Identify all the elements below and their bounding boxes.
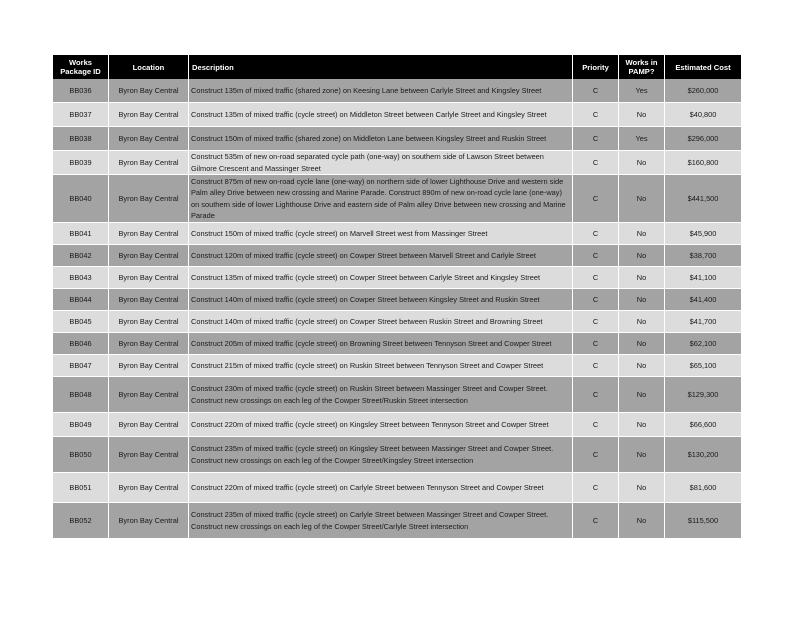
location-cell: Byron Bay Central [109,289,189,311]
table-header-row [53,55,741,79]
estimated-cost-cell: $65,100 [665,355,741,377]
location-cell: Byron Bay Central [109,175,189,223]
estimated-cost-cell: $40,800 [665,103,741,127]
location-cell: Byron Bay Central [109,413,189,437]
works-in-pamp-cell: No [619,355,665,377]
works-package-id-cell: BB041 [53,223,109,245]
works-in-pamp-cell: No [619,223,665,245]
table-row [53,103,741,127]
works-package-id-cell: BB039 [53,151,109,175]
works-package-id-cell: BB037 [53,103,109,127]
location-cell: Byron Bay Central [109,223,189,245]
location-cell: Byron Bay Central [109,311,189,333]
header-works-package-id: Works Package ID [53,55,109,79]
works-in-pamp-cell: No [619,289,665,311]
table-row [53,413,741,437]
table-row [53,267,741,289]
location-cell: Byron Bay Central [109,333,189,355]
table-row [53,377,741,413]
priority-cell: C [573,377,619,413]
works-package-id-cell: BB043 [53,267,109,289]
works-package-id-cell: BB048 [53,377,109,413]
priority-cell: C [573,503,619,539]
description-cell: Construct 205m of mixed traffic (cycle street) on Browning Street between Tennyson Street and Cowper Street [189,333,573,355]
table-row [53,355,741,377]
works-package-id-cell: BB046 [53,333,109,355]
priority-cell: C [573,151,619,175]
priority-cell: C [573,333,619,355]
description-cell: Construct 235m of mixed traffic (cycle street) on Carlyle Street between Massinger Street and Cowper Street. Construct new crossings on each leg of the Cowper Street/Carlyle Street intersection [189,503,573,539]
table-row [53,437,741,473]
table-row [53,473,741,503]
works-package-id-cell: BB049 [53,413,109,437]
works-package-id-cell: BB036 [53,79,109,103]
works-package-id-cell: BB044 [53,289,109,311]
location-cell: Byron Bay Central [109,103,189,127]
works-in-pamp-cell: No [619,413,665,437]
table-row [53,79,741,103]
priority-cell: C [573,103,619,127]
location-cell: Byron Bay Central [109,267,189,289]
header-works-in-pamp: Works in PAMP? [619,55,665,79]
table-row [53,151,741,175]
table-row [53,223,741,245]
description-cell: Construct 150m of mixed traffic (shared zone) on Middleton Lane between Kingsley Street and Ruskin Street [189,127,573,151]
description-cell: Construct 135m of mixed traffic (shared zone) on Keesing Lane between Carlyle Street and Kingsley Street [189,79,573,103]
priority-cell: C [573,355,619,377]
priority-cell: C [573,311,619,333]
works-in-pamp-cell: No [619,473,665,503]
estimated-cost-cell: $260,000 [665,79,741,103]
description-cell: Construct 220m of mixed traffic (cycle street) on Carlyle Street between Tennyson Street and Cowper Street [189,473,573,503]
priority-cell: C [573,267,619,289]
description-cell: Construct 215m of mixed traffic (cycle street) on Ruskin Street between Tennyson Street and Cowper Street [189,355,573,377]
location-cell: Byron Bay Central [109,503,189,539]
works-package-id-cell: BB050 [53,437,109,473]
description-cell: Construct 150m of mixed traffic (cycle street) on Marvell Street west from Massinger Street [189,223,573,245]
description-cell: Construct 220m of mixed traffic (cycle street) on Kingsley Street between Tennyson Street and Cowper Street [189,413,573,437]
table-body [53,79,741,539]
estimated-cost-cell: $41,700 [665,311,741,333]
description-cell: Construct 875m of new on-road cycle lane (one-way) on northern side of lower Lighthouse Drive and western side Palm alley Drive between new crossing and Marine Parade. Construct 890m of new on-road cycle lane (one-way) on southern side of lower Lighthouse Drive and eastern side of Palm alley Drive between new crossing and Marine Parade [189,175,573,223]
works-package-id-cell: BB038 [53,127,109,151]
estimated-cost-cell: $45,900 [665,223,741,245]
header-description: Description [189,55,573,79]
works-in-pamp-cell: No [619,437,665,473]
estimated-cost-cell: $41,400 [665,289,741,311]
works-package-id-cell: BB052 [53,503,109,539]
table-row [53,289,741,311]
estimated-cost-cell: $38,700 [665,245,741,267]
works-in-pamp-cell: No [619,175,665,223]
priority-cell: C [573,79,619,103]
priority-cell: C [573,289,619,311]
estimated-cost-cell: $62,100 [665,333,741,355]
location-cell: Byron Bay Central [109,355,189,377]
description-cell: Construct 135m of mixed traffic (cycle street) on Middleton Street between Carlyle Street and Kingsley Street [189,103,573,127]
description-cell: Construct 235m of mixed traffic (cycle street) on Kingsley Street between Massinger Street and Cowper Street. Construct new crossings on each leg of the Cowper Street/Kingsley Street intersection [189,437,573,473]
description-cell: Construct 230m of mixed traffic (cycle street) on Ruskin Street between Massinger Street and Cowper Street. Construct new crossings on each leg of the Cowper Street/Ruskin Street intersection [189,377,573,413]
estimated-cost-cell: $41,100 [665,267,741,289]
estimated-cost-cell: $66,600 [665,413,741,437]
estimated-cost-cell: $129,300 [665,377,741,413]
location-cell: Byron Bay Central [109,127,189,151]
works-package-id-cell: BB040 [53,175,109,223]
location-cell: Byron Bay Central [109,377,189,413]
priority-cell: C [573,413,619,437]
works-in-pamp-cell: No [619,333,665,355]
description-cell: Construct 140m of mixed traffic (cycle street) on Cowper Street between Ruskin Street and Browning Street [189,311,573,333]
location-cell: Byron Bay Central [109,79,189,103]
works-in-pamp-cell: No [619,267,665,289]
location-cell: Byron Bay Central [109,473,189,503]
header-estimated-cost: Estimated Cost [665,55,741,79]
works-in-pamp-cell: No [619,377,665,413]
description-cell: Construct 140m of mixed traffic (cycle street) on Cowper Street between Kingsley Street and Ruskin Street [189,289,573,311]
table-row [53,503,741,539]
works-in-pamp-cell: No [619,103,665,127]
works-in-pamp-cell: No [619,311,665,333]
works-package-id-cell: BB042 [53,245,109,267]
priority-cell: C [573,473,619,503]
estimated-cost-cell: $130,200 [665,437,741,473]
priority-cell: C [573,437,619,473]
description-cell: Construct 120m of mixed traffic (cycle street) on Cowper Street between Marvell Street and Carlyle Street [189,245,573,267]
works-in-pamp-cell: No [619,245,665,267]
priority-cell: C [573,223,619,245]
priority-cell: C [573,245,619,267]
location-cell: Byron Bay Central [109,437,189,473]
works-package-id-cell: BB051 [53,473,109,503]
header-priority: Priority [573,55,619,79]
description-cell: Construct 135m of mixed traffic (cycle street) on Cowper Street between Carlyle Street and Kingsley Street [189,267,573,289]
works-in-pamp-cell: No [619,503,665,539]
table-row [53,127,741,151]
works-package-id-cell: BB047 [53,355,109,377]
location-cell: Byron Bay Central [109,151,189,175]
priority-cell: C [573,127,619,151]
estimated-cost-cell: $115,500 [665,503,741,539]
location-cell: Byron Bay Central [109,245,189,267]
works-package-table [53,55,741,539]
table-row [53,333,741,355]
works-in-pamp-cell: Yes [619,127,665,151]
description-cell: Construct 535m of new on-road separated cycle path (one-way) on southern side of Lawson Street between Gilmore Crescent and Massinger Street [189,151,573,175]
estimated-cost-cell: $441,500 [665,175,741,223]
estimated-cost-cell: $296,000 [665,127,741,151]
estimated-cost-cell: $81,600 [665,473,741,503]
table-row [53,245,741,267]
table-row [53,311,741,333]
priority-cell: C [573,175,619,223]
header-location: Location [109,55,189,79]
estimated-cost-cell: $160,800 [665,151,741,175]
works-in-pamp-cell: No [619,151,665,175]
works-package-id-cell: BB045 [53,311,109,333]
works-in-pamp-cell: Yes [619,79,665,103]
table-row [53,175,741,223]
